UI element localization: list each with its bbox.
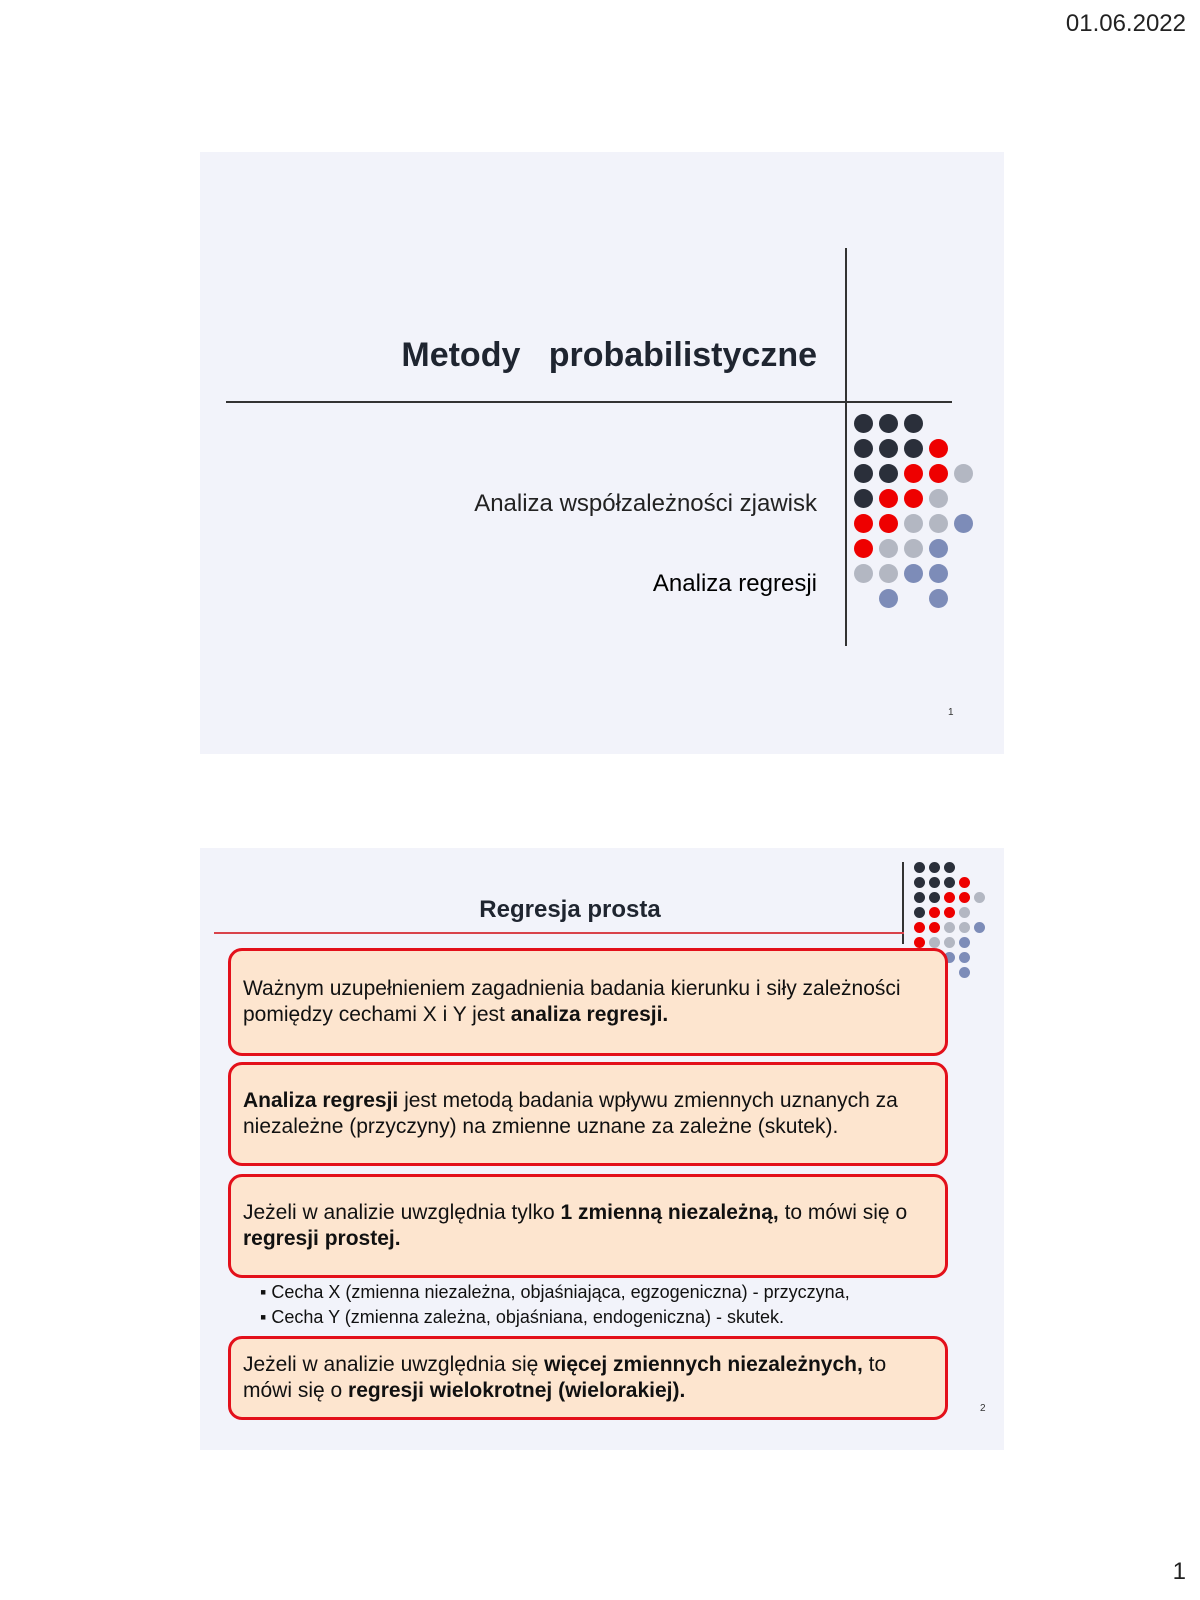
page-number: 1 bbox=[1172, 1558, 1186, 1585]
slide-title: Regresja prosta bbox=[479, 896, 661, 923]
callout-box-3 bbox=[228, 1174, 948, 1278]
decorative-dot bbox=[879, 489, 898, 508]
bullet-list bbox=[260, 1280, 850, 1330]
callout-emphasis: 1 zmienną niezależną, bbox=[560, 1201, 779, 1224]
page-date: 01.06.2022 bbox=[1065, 10, 1186, 37]
decorative-dot bbox=[929, 877, 940, 888]
decorative-dot bbox=[929, 439, 948, 458]
decorative-dot bbox=[959, 937, 970, 948]
callout-box-4 bbox=[228, 1336, 948, 1420]
callout-text: Jeżeli w analizie uwzględnia tylko bbox=[243, 1201, 561, 1224]
decorative-dot bbox=[879, 589, 898, 608]
decorative-dot bbox=[944, 877, 955, 888]
decorative-dot bbox=[959, 907, 970, 918]
list-item: ▪ Cecha Y (zmienna zależna, objaśniana, endogeniczna) - skutek. bbox=[260, 1307, 785, 1327]
decorative-dot bbox=[904, 564, 923, 583]
title-underline bbox=[214, 932, 904, 934]
decorative-dot bbox=[854, 564, 873, 583]
decorative-dot bbox=[854, 464, 873, 483]
decorative-dot bbox=[929, 937, 940, 948]
decorative-dot bbox=[929, 464, 948, 483]
decorative-dot bbox=[914, 862, 925, 873]
decorative-dot bbox=[959, 877, 970, 888]
callout-text: Ważnym uzupełnieniem zagadnienia badania kierunku i siły zależności pomiędzy cechami X i Y jest bbox=[243, 977, 901, 1026]
decorative-dot bbox=[904, 539, 923, 558]
decorative-dot bbox=[854, 439, 873, 458]
decorative-dot bbox=[944, 937, 955, 948]
callout-text: Jeżeli w analizie uwzględnia się bbox=[243, 1353, 545, 1376]
decorative-dot bbox=[929, 564, 948, 583]
slide-subtitle-2: Analiza regresji bbox=[652, 570, 817, 597]
callout-text: to mówi się o bbox=[243, 1353, 887, 1402]
decorative-dot bbox=[954, 514, 973, 533]
callout-box-1 bbox=[228, 948, 948, 1056]
callout-emphasis: regresji prostej. bbox=[243, 1227, 401, 1250]
decorative-dot bbox=[929, 589, 948, 608]
decorative-dot bbox=[879, 414, 898, 433]
slide-1 bbox=[200, 152, 1004, 754]
decorative-dot bbox=[904, 514, 923, 533]
decorative-dot bbox=[904, 464, 923, 483]
callout-emphasis: analiza regresji. bbox=[510, 1003, 669, 1026]
decorative-dot bbox=[944, 907, 955, 918]
decorative-dot bbox=[854, 539, 873, 558]
callout-text: to mówi się o bbox=[778, 1201, 908, 1224]
callout-emphasis: regresji wielokrotnej (wielorakiej). bbox=[348, 1379, 686, 1402]
decorative-dot bbox=[879, 539, 898, 558]
decorative-dot bbox=[904, 414, 923, 433]
decorative-dot bbox=[854, 414, 873, 433]
decorative-dot bbox=[904, 489, 923, 508]
callout-box-2 bbox=[228, 1062, 948, 1166]
callout-emphasis: Analiza regresji bbox=[243, 1089, 399, 1112]
decorative-dot bbox=[944, 922, 955, 933]
slide-number: 1 bbox=[948, 707, 954, 718]
decorative-dot bbox=[879, 439, 898, 458]
decorative-dot bbox=[944, 862, 955, 873]
decorative-dot bbox=[854, 489, 873, 508]
callout-emphasis: więcej zmiennych niezależnych, bbox=[544, 1353, 863, 1376]
list-item: ▪ Cecha X (zmienna niezależna, objaśniająca, egzogeniczna) - przyczyna, bbox=[260, 1282, 850, 1302]
decorative-dot bbox=[904, 439, 923, 458]
decorative-dot bbox=[914, 937, 925, 948]
slide-subtitle-1: Analiza współzależności zjawisk bbox=[474, 490, 817, 517]
callout-text: jest metodą badania wpływu zmiennych uznanych za niezależne (przyczyny) na zmienne uznane za zależne (skutek). bbox=[243, 1089, 898, 1138]
decorative-dot bbox=[959, 922, 970, 933]
decorative-dot bbox=[974, 922, 985, 933]
slide-2 bbox=[200, 848, 1004, 1450]
decorative-dot bbox=[959, 952, 970, 963]
decorative-dot bbox=[914, 877, 925, 888]
decorative-dot bbox=[854, 514, 873, 533]
decorative-dot bbox=[959, 967, 970, 978]
vertical-divider bbox=[845, 248, 847, 646]
decorative-dot bbox=[879, 564, 898, 583]
decorative-dot bbox=[929, 514, 948, 533]
horizontal-divider bbox=[226, 401, 952, 403]
slide-title: Metody probabilistyczne bbox=[401, 336, 817, 374]
decorative-dot bbox=[929, 862, 940, 873]
decorative-dot bbox=[929, 489, 948, 508]
decorative-dot bbox=[954, 464, 973, 483]
decorative-dot bbox=[929, 539, 948, 558]
decorative-dot bbox=[879, 464, 898, 483]
decorative-dot bbox=[879, 514, 898, 533]
decorative-dot bbox=[974, 892, 985, 903]
decorative-dot bbox=[959, 892, 970, 903]
decorative-dot bbox=[944, 892, 955, 903]
slide-number: 2 bbox=[980, 1403, 986, 1414]
